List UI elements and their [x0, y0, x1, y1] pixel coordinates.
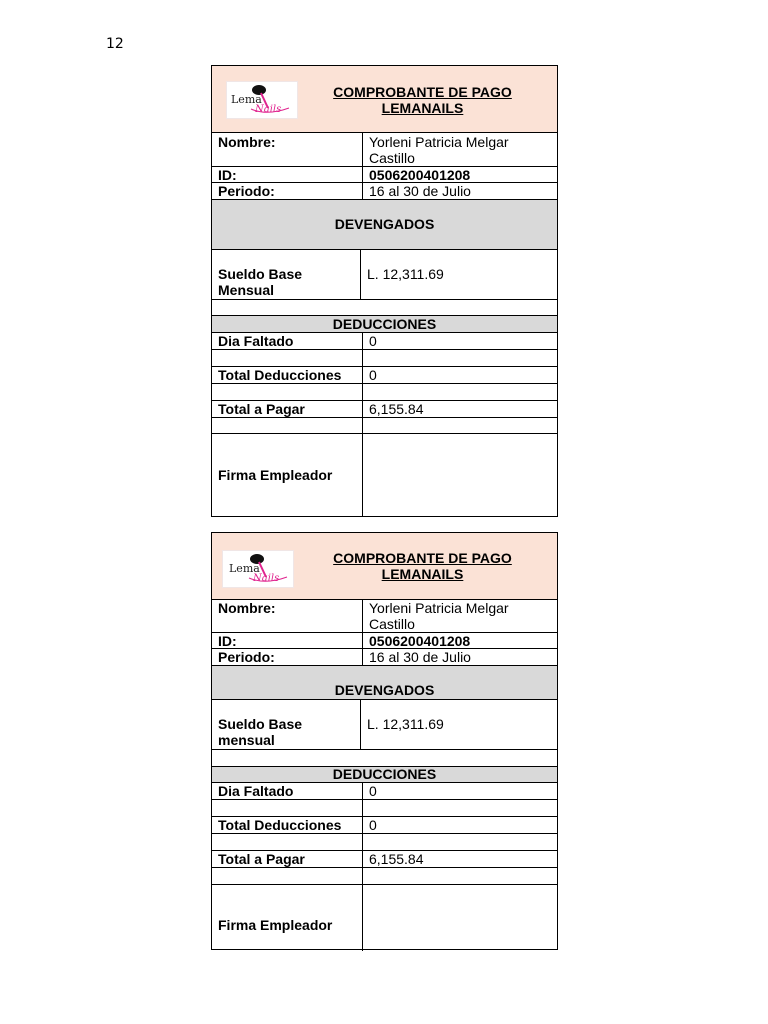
- page-number: 12: [106, 36, 124, 52]
- dia-faltado-value: 0: [362, 333, 557, 349]
- id-label: ID:: [218, 633, 237, 649]
- periodo-label: Periodo:: [218, 183, 275, 199]
- periodo-row: [212, 183, 557, 200]
- firma-signature-box[interactable]: [362, 434, 557, 516]
- total-deducciones-value: 0: [362, 367, 557, 383]
- sueldo-row: [212, 250, 557, 300]
- periodo-value: 16 al 30 de Julio: [362, 649, 557, 665]
- nombre-value: Yorleni Patricia Melgar Castillo: [362, 600, 557, 632]
- devengados-section: [212, 666, 557, 700]
- payment-voucher-1: [211, 65, 558, 517]
- empty-row: [212, 834, 557, 851]
- sueldo-label: Sueldo Base Mensual: [218, 266, 303, 298]
- total-deducciones-row: [212, 367, 557, 384]
- firma-signature-box[interactable]: [362, 885, 557, 951]
- total-pagar-label: Total a Pagar: [218, 851, 305, 867]
- spacer-row: [212, 300, 557, 316]
- empty-row: [212, 384, 557, 401]
- payment-voucher-2: [211, 532, 558, 950]
- firma-label: Firma Empleador: [218, 917, 333, 933]
- empty-row: [212, 800, 557, 817]
- total-deducciones-row: [212, 817, 557, 834]
- voucher-header: [212, 66, 557, 133]
- spacer-row: [212, 750, 557, 767]
- total-deducciones-value: 0: [362, 817, 557, 833]
- deducciones-heading: DEDUCCIONES: [332, 316, 437, 332]
- devengados-heading: DEVENGADOS: [334, 216, 435, 232]
- deducciones-section: [212, 316, 557, 333]
- deducciones-section: [212, 767, 557, 783]
- firma-row: [212, 885, 557, 951]
- logo-nails-text: Nails: [255, 104, 282, 115]
- total-deducciones-label: Total Deducciones: [218, 367, 342, 383]
- logo-lema-text: Lema: [231, 93, 262, 106]
- firma-row: [212, 434, 557, 516]
- voucher-header: [212, 533, 557, 600]
- nail-polish-icon: [227, 82, 297, 118]
- sueldo-value: L. 12,311.69: [360, 250, 557, 299]
- sueldo-row: [212, 700, 557, 750]
- dia-faltado-label: Dia Faltado: [218, 783, 294, 799]
- periodo-row: [212, 649, 557, 666]
- firma-label: Firma Empleador: [218, 467, 333, 483]
- logo-nails-text: Nails: [253, 573, 280, 584]
- total-pagar-value: 6,155.84: [362, 401, 557, 417]
- total-deducciones-label: Total Deducciones: [218, 817, 342, 833]
- voucher-title: COMPROBANTE DE PAGO LEMANAILS: [333, 84, 512, 116]
- empty-row: [212, 350, 557, 367]
- id-row: [212, 167, 557, 183]
- total-pagar-row: [212, 401, 557, 418]
- total-pagar-value: 6,155.84: [362, 851, 557, 867]
- id-label: ID:: [218, 167, 237, 183]
- deducciones-heading: DEDUCCIONES: [332, 766, 437, 782]
- periodo-value: 16 al 30 de Julio: [362, 183, 557, 199]
- nombre-label: Nombre:: [218, 134, 276, 150]
- id-value: 0506200401208: [362, 633, 557, 648]
- lemanails-logo: [222, 550, 294, 588]
- dia-faltado-row: [212, 783, 557, 800]
- nombre-row: [212, 600, 557, 633]
- id-value: 0506200401208: [362, 167, 557, 182]
- dia-faltado-value: 0: [362, 783, 557, 799]
- total-pagar-label: Total a Pagar: [218, 401, 305, 417]
- nail-polish-icon: [223, 551, 293, 587]
- sueldo-value: L. 12,311.69: [360, 700, 557, 749]
- devengados-section: [212, 200, 557, 250]
- dia-faltado-label: Dia Faltado: [218, 333, 294, 349]
- empty-row: [212, 868, 557, 885]
- total-pagar-row: [212, 851, 557, 868]
- nombre-row: [212, 133, 557, 167]
- nombre-value: Yorleni Patricia Melgar Castillo: [362, 133, 557, 166]
- id-row: [212, 633, 557, 649]
- devengados-heading: DEVENGADOS: [334, 682, 435, 698]
- nombre-label: Nombre:: [218, 600, 276, 616]
- dia-faltado-row: [212, 333, 557, 350]
- sueldo-label: Sueldo Base mensual: [218, 716, 303, 748]
- empty-row: [212, 418, 557, 434]
- voucher-title: COMPROBANTE DE PAGO LEMANAILS: [333, 550, 512, 582]
- periodo-label: Periodo:: [218, 649, 275, 665]
- logo-lema-text: Lema: [229, 562, 260, 575]
